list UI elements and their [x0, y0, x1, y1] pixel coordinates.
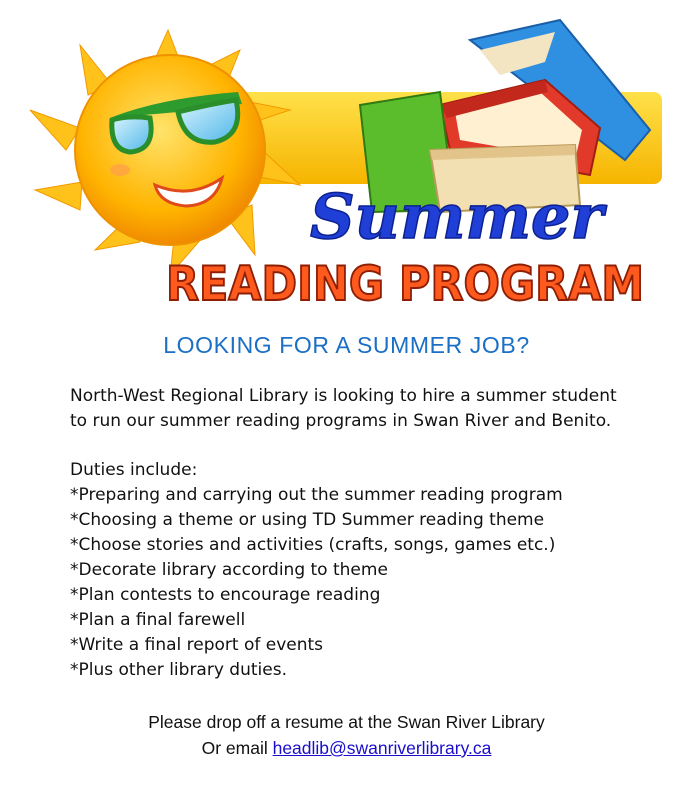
- intro-line: to run our summer reading programs in Swan River and Benito.: [70, 411, 612, 431]
- email-link[interactable]: headlib@swanriverlibrary.ca: [272, 738, 492, 758]
- summer-reading-banner: [0, 0, 693, 325]
- duties-list: [70, 458, 670, 683]
- duty-item: *Decorate library according to theme: [70, 560, 388, 580]
- duty-item: *Preparing and carrying out the summer reading program: [70, 485, 563, 505]
- sun-face: [75, 55, 265, 245]
- duty-item: *Plus other library duties.: [70, 660, 287, 680]
- duties-title: Duties include:: [70, 460, 198, 480]
- contact-footer: [0, 709, 693, 761]
- duty-item: *Write a final report of events: [70, 635, 324, 655]
- duty-item: *Plan a final farewell: [70, 610, 246, 630]
- duty-item: *Plan contests to encourage reading: [70, 585, 381, 605]
- email-prefix: Or email: [201, 738, 273, 758]
- job-heading: LOOKING FOR A SUMMER JOB?: [163, 332, 530, 358]
- banner-title-script: Summer: [310, 180, 604, 253]
- intro-paragraph: [70, 384, 670, 434]
- banner-title-main: READING PROGRAM: [166, 257, 644, 312]
- dropoff-instruction: Please drop off a resume at the Swan River Library: [148, 712, 545, 732]
- email-line: [0, 735, 693, 761]
- intro-line: North-West Regional Library is looking to hire a summer student: [70, 386, 617, 406]
- duty-item: *Choosing a theme or using TD Summer reading theme: [70, 510, 545, 530]
- duty-item: *Choose stories and activities (crafts, songs, games etc.): [70, 535, 556, 555]
